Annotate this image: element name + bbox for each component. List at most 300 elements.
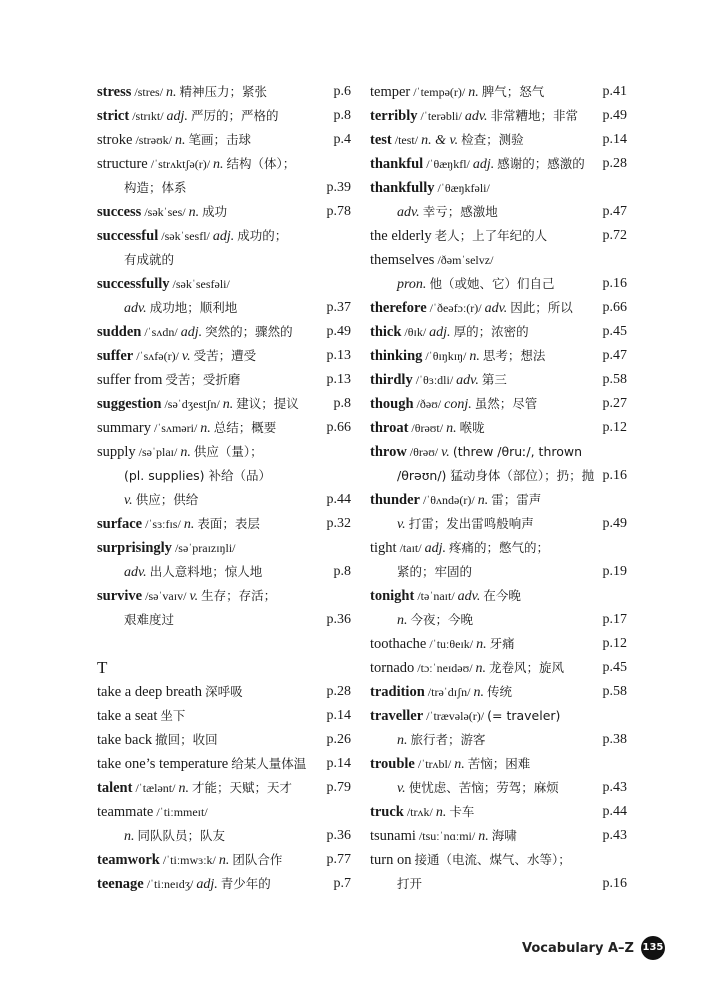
part-of-speech: adv. bbox=[456, 373, 479, 388]
part-of-speech: n. bbox=[468, 85, 479, 100]
definition: 同队队员；队友 bbox=[137, 828, 226, 843]
definition: (pl. supplies) 补给（品） bbox=[124, 468, 272, 483]
part-of-speech: adv. bbox=[124, 565, 147, 580]
vocabulary-entry bbox=[370, 224, 627, 248]
part-of-speech: adj. bbox=[166, 109, 188, 124]
page-reference: p.49 bbox=[602, 108, 627, 123]
page-reference: p.72 bbox=[602, 228, 627, 243]
definition: 团队合作 bbox=[232, 852, 283, 867]
part-of-speech: n. bbox=[397, 613, 408, 628]
page-reference: p.66 bbox=[326, 420, 351, 435]
definition: 出人意料地；惊人地 bbox=[149, 564, 263, 579]
vocabulary-entry bbox=[97, 848, 351, 872]
part-of-speech: adv. bbox=[457, 589, 481, 604]
page-reference: p.43 bbox=[602, 780, 627, 795]
headword: survive bbox=[97, 588, 143, 604]
definition: 打开 bbox=[397, 876, 423, 891]
page-reference: p.8 bbox=[333, 396, 351, 411]
headword: tonight bbox=[370, 588, 415, 604]
definition: 喉咙 bbox=[459, 420, 485, 435]
headword: thankful bbox=[370, 156, 424, 172]
entry-continuation bbox=[370, 872, 627, 896]
part-of-speech: adj. bbox=[472, 157, 495, 172]
part-of-speech: n. bbox=[183, 517, 195, 532]
page-reference: p.17 bbox=[602, 612, 627, 627]
part-of-speech: n. bbox=[454, 757, 465, 772]
headword: thankfully bbox=[370, 180, 435, 196]
vocabulary-entry bbox=[97, 104, 351, 128]
phonetic: /ˈθʌndə(r)/ bbox=[422, 493, 475, 507]
headword: success bbox=[97, 204, 142, 220]
page-reference: p.58 bbox=[602, 684, 627, 699]
part-of-speech: n. bbox=[180, 445, 191, 460]
page-reference: p.41 bbox=[602, 84, 627, 99]
page-reference: p.49 bbox=[602, 516, 627, 531]
definition: 牙痛 bbox=[489, 636, 515, 651]
phonetic: /test/ bbox=[394, 133, 419, 147]
headword: supply bbox=[97, 444, 136, 460]
headword: thirdly bbox=[370, 372, 413, 388]
vocabulary-column-right bbox=[370, 80, 627, 896]
part-of-speech: n. bbox=[475, 661, 487, 676]
vocabulary-entry bbox=[97, 512, 351, 536]
vocabulary-entry bbox=[370, 656, 627, 680]
definition: 表面；表层 bbox=[197, 516, 260, 531]
vocabulary-column-left bbox=[97, 80, 351, 896]
entry-continuation bbox=[370, 776, 627, 800]
definition: 紧的；牢固的 bbox=[397, 564, 473, 579]
headword: toothache bbox=[370, 636, 427, 652]
phonetic: /θrəʊ/ bbox=[409, 445, 439, 459]
part-of-speech: n. bbox=[446, 421, 457, 436]
vocabulary-entry bbox=[97, 320, 351, 344]
phonetic: /ˈsʌfə(r)/ bbox=[136, 349, 179, 363]
entry-continuation bbox=[97, 296, 351, 320]
headword: throw bbox=[370, 444, 407, 460]
section-letter: T bbox=[97, 658, 108, 677]
part-of-speech: v. bbox=[397, 517, 406, 532]
vocabulary-entry bbox=[370, 296, 627, 320]
definition: 才能；天赋；天才 bbox=[191, 780, 292, 795]
phonetic: /ˈtælənt/ bbox=[135, 781, 176, 795]
definition: 供应；供给 bbox=[135, 492, 199, 507]
page-reference: p.78 bbox=[326, 204, 351, 219]
page-reference: p.8 bbox=[333, 564, 351, 579]
headword: suggestion bbox=[97, 396, 162, 412]
definition: 撤回；收回 bbox=[155, 732, 218, 747]
part-of-speech: n. bbox=[200, 421, 211, 436]
part-of-speech: n. bbox=[476, 637, 487, 652]
part-of-speech: n. bbox=[175, 133, 186, 148]
headword: test bbox=[370, 132, 392, 148]
headword: teenage bbox=[97, 876, 144, 892]
headword: strict bbox=[97, 108, 130, 124]
headword: successfully bbox=[97, 276, 170, 292]
headword: suffer bbox=[97, 348, 134, 364]
phonetic: /stres/ bbox=[134, 85, 164, 99]
part-of-speech: adj. bbox=[424, 541, 446, 556]
definition: 海啸 bbox=[491, 828, 517, 843]
definition: 厚的；浓密的 bbox=[453, 324, 529, 339]
headword: terribly bbox=[370, 108, 418, 124]
headword: truck bbox=[370, 804, 404, 820]
definition: 有成就的 bbox=[124, 252, 175, 267]
page-reference: p.19 bbox=[602, 564, 627, 579]
definition: 供应（量）； bbox=[193, 444, 263, 459]
phonetic: /ˈtrævələ(r)/ bbox=[426, 709, 485, 723]
page-reference: p.16 bbox=[602, 876, 627, 891]
page-reference: p.32 bbox=[326, 516, 351, 531]
definition: 虽然；尽管 bbox=[474, 396, 538, 411]
entry-continuation bbox=[97, 176, 351, 200]
definition: 因此；所以 bbox=[510, 300, 573, 315]
part-of-speech: v. bbox=[124, 493, 133, 508]
definition: 使忧虑、苦恼；劳驾；麻烦 bbox=[408, 780, 559, 795]
definition: 构造；体系 bbox=[124, 180, 187, 195]
headword: successful bbox=[97, 228, 159, 244]
vocabulary-entry bbox=[97, 704, 351, 728]
entry-continuation bbox=[97, 824, 351, 848]
part-of-speech: adj. bbox=[196, 877, 218, 892]
page-reference: p.39 bbox=[326, 180, 351, 195]
page-reference: p.79 bbox=[326, 780, 351, 795]
entry-continuation bbox=[370, 512, 627, 536]
phonetic: /θɪk/ bbox=[404, 325, 427, 339]
definition: 深呼吸 bbox=[205, 684, 243, 699]
phonetic: /trəˈdɪʃn/ bbox=[427, 685, 471, 699]
page-reference: p.28 bbox=[326, 684, 351, 699]
page-reference: p.47 bbox=[602, 348, 627, 363]
definition: 建议；提议 bbox=[236, 396, 299, 411]
part-of-speech: n. bbox=[178, 781, 189, 796]
part-of-speech: n. bbox=[477, 493, 489, 508]
definition: 成功 bbox=[202, 204, 228, 219]
definition: 脾气；怒气 bbox=[481, 84, 545, 99]
part-of-speech: adj. bbox=[180, 325, 203, 340]
phonetic: /taɪt/ bbox=[399, 541, 422, 555]
definition: 幸亏；感激地 bbox=[422, 204, 498, 219]
headword: though bbox=[370, 396, 414, 412]
phonetic: /trʌk/ bbox=[406, 805, 433, 819]
vocabulary-entry bbox=[370, 152, 627, 176]
section-title: Vocabulary A–Z bbox=[522, 940, 634, 956]
part-of-speech: n. bbox=[166, 85, 177, 100]
page-reference: p.45 bbox=[602, 324, 627, 339]
vocabulary-entry bbox=[97, 80, 351, 104]
definition: 精神压力；紧张 bbox=[179, 84, 268, 99]
entry-continuation bbox=[370, 272, 627, 296]
headword: suffer from bbox=[97, 372, 163, 388]
phonetic: /ðəmˈselvz/ bbox=[437, 253, 494, 267]
definition: 传统 bbox=[486, 684, 512, 699]
vocabulary-entry bbox=[97, 800, 351, 824]
vocabulary-entry bbox=[97, 536, 351, 560]
definition: 非常糟地；非常 bbox=[490, 108, 579, 123]
vocabulary-entry bbox=[97, 776, 351, 800]
part-of-speech: n. bbox=[222, 397, 234, 412]
definition: 检查；测验 bbox=[461, 132, 524, 147]
headword: take a deep breath bbox=[97, 684, 203, 700]
entry-continuation bbox=[97, 560, 351, 584]
phonetic: /strɪkt/ bbox=[132, 109, 164, 123]
vocabulary-entry bbox=[370, 800, 627, 824]
headword: teammate bbox=[97, 804, 154, 820]
page-footer bbox=[522, 936, 665, 960]
phonetic: /ˈθæŋkfl/ bbox=[426, 157, 470, 171]
vocabulary-entry bbox=[370, 104, 627, 128]
vocabulary-entry bbox=[97, 416, 351, 440]
headword: summary bbox=[97, 420, 151, 436]
vocabulary-entry bbox=[370, 128, 627, 152]
spacer bbox=[97, 632, 351, 656]
entry-continuation bbox=[370, 560, 627, 584]
definition: 给某人量体温 bbox=[231, 756, 307, 771]
entry-continuation bbox=[370, 608, 627, 632]
part-of-speech: adv. bbox=[124, 301, 147, 316]
page-reference: p.14 bbox=[602, 132, 627, 147]
definition: 接通（电流、煤气、水等）； bbox=[414, 852, 571, 867]
vocabulary-entry bbox=[370, 752, 627, 776]
vocabulary-entry bbox=[97, 344, 351, 368]
page-reference: p.12 bbox=[602, 636, 627, 651]
definition: 打雷；发出雷鸣般响声 bbox=[408, 516, 534, 531]
phonetic: /səkˈses/ bbox=[144, 205, 186, 219]
phonetic: /ˈstrʌktʃə(r)/ bbox=[150, 157, 211, 171]
headword: temper bbox=[370, 84, 411, 100]
vocabulary-entry bbox=[370, 848, 627, 872]
page-reference: p.37 bbox=[326, 300, 351, 315]
definition: 在今晚 bbox=[483, 588, 521, 603]
vocabulary-entry bbox=[97, 200, 351, 224]
definition: 受苦；受折磨 bbox=[165, 372, 241, 387]
part-of-speech: n. bbox=[218, 853, 230, 868]
definition: 雷；雷声 bbox=[491, 492, 542, 507]
headword: trouble bbox=[370, 756, 415, 772]
vocabulary-entry bbox=[370, 824, 627, 848]
page-reference: p.12 bbox=[602, 420, 627, 435]
entry-continuation bbox=[97, 464, 351, 488]
headword: thunder bbox=[370, 492, 420, 508]
page-reference: p.16 bbox=[602, 468, 627, 483]
page-reference: p.26 bbox=[326, 732, 351, 747]
headword: stress bbox=[97, 84, 132, 100]
headword: turn on bbox=[370, 852, 412, 868]
vocabulary-entry bbox=[370, 176, 627, 200]
phonetic: /ˈθɪŋkɪŋ/ bbox=[425, 349, 467, 363]
page-number-badge: 135 bbox=[641, 936, 665, 960]
page-reference: p.8 bbox=[333, 108, 351, 123]
definition: 今夜；今晚 bbox=[410, 612, 474, 627]
headword: tsunami bbox=[370, 828, 416, 844]
headword: therefore bbox=[370, 300, 427, 316]
definition: 结构（体）； bbox=[226, 156, 296, 171]
phonetic: /ˈtuːθeɪk/ bbox=[429, 637, 474, 651]
headword: tornado bbox=[370, 660, 415, 676]
phonetic: /səkˈsesfəli/ bbox=[172, 277, 230, 291]
definition: 笔画；击球 bbox=[188, 132, 252, 147]
vocabulary-entry bbox=[370, 440, 627, 464]
definition: 思考；想法 bbox=[482, 348, 546, 363]
phonetic: /ˈterəbli/ bbox=[420, 109, 462, 123]
phonetic: /ˈtrʌbl/ bbox=[417, 757, 452, 771]
page-reference: p.38 bbox=[602, 732, 627, 747]
headword: take one’s temperature bbox=[97, 756, 229, 772]
part-of-speech: n. bbox=[478, 829, 489, 844]
phonetic: /θrəʊt/ bbox=[411, 421, 444, 435]
entry-continuation bbox=[97, 248, 351, 272]
phonetic: /tɔːˈneɪdəʊ/ bbox=[417, 661, 473, 675]
entry-continuation bbox=[97, 608, 351, 632]
vocabulary-entry bbox=[97, 152, 351, 176]
entry-continuation bbox=[97, 488, 351, 512]
part-of-speech: n. bbox=[435, 805, 447, 820]
part-of-speech: adj. bbox=[429, 325, 451, 340]
headword: tight bbox=[370, 540, 397, 556]
part-of-speech: v. bbox=[397, 781, 406, 796]
definition: (= traveler) bbox=[487, 708, 561, 723]
vocabulary-entry bbox=[97, 584, 351, 608]
vocabulary-entry bbox=[370, 584, 627, 608]
page-reference: p.13 bbox=[326, 348, 351, 363]
phonetic: /ðəʊ/ bbox=[416, 397, 442, 411]
headword: take a seat bbox=[97, 708, 158, 724]
page-reference: p.49 bbox=[326, 324, 351, 339]
part-of-speech: v. bbox=[441, 445, 450, 460]
vocabulary-entry bbox=[370, 320, 627, 344]
definition: /θrəʊn/) 猛动身体（部位）；扔；抛 bbox=[397, 468, 595, 483]
phonetic: /səkˈsesfl/ bbox=[161, 229, 210, 243]
headword: the elderly bbox=[370, 228, 432, 244]
vocabulary-entry bbox=[97, 728, 351, 752]
part-of-speech: n. & v. bbox=[421, 133, 459, 148]
definition: 老人；上了年纪的人 bbox=[434, 228, 548, 243]
phonetic: /səˈpraɪzɪŋli/ bbox=[174, 541, 236, 555]
vocabulary-entry bbox=[370, 680, 627, 704]
page-reference: p.77 bbox=[326, 852, 351, 867]
headword: thinking bbox=[370, 348, 423, 364]
headword: surface bbox=[97, 516, 143, 532]
vocabulary-entry bbox=[97, 272, 351, 296]
entry-continuation bbox=[370, 200, 627, 224]
headword: tradition bbox=[370, 684, 425, 700]
phonetic: /təˈnaɪt/ bbox=[417, 589, 455, 603]
definition: 受苦；遭受 bbox=[193, 348, 257, 363]
vocabulary-entry bbox=[97, 440, 351, 464]
page-reference: p.44 bbox=[326, 492, 351, 507]
phonetic: /ˈθæŋkfəli/ bbox=[437, 181, 490, 195]
definition: 第三 bbox=[481, 372, 507, 387]
vocabulary-entry bbox=[370, 248, 627, 272]
page-reference: p.58 bbox=[602, 372, 627, 387]
definition: 生存；存活； bbox=[201, 588, 277, 603]
page-reference: p.14 bbox=[326, 708, 351, 723]
phonetic: /səˈplaɪ/ bbox=[138, 445, 178, 459]
definition: 坐下 bbox=[160, 708, 186, 723]
phonetic: /strəʊk/ bbox=[135, 133, 173, 147]
phonetic: /səˈvaɪv/ bbox=[145, 589, 187, 603]
part-of-speech: n. bbox=[473, 685, 484, 700]
entry-continuation bbox=[370, 728, 627, 752]
vocabulary-entry bbox=[370, 536, 627, 560]
phonetic: /səˈdʒestʃn/ bbox=[164, 397, 220, 411]
phonetic: /ˈtiːmwɜːk/ bbox=[162, 853, 216, 867]
vocabulary-entry bbox=[97, 128, 351, 152]
part-of-speech: adj. bbox=[212, 229, 235, 244]
page-reference: p.36 bbox=[326, 828, 351, 843]
definition: 旅行者；游客 bbox=[410, 732, 486, 747]
headword: sudden bbox=[97, 324, 142, 340]
phonetic: /ˈsʌməri/ bbox=[153, 421, 198, 435]
phonetic: /ˈtiːmmeɪt/ bbox=[156, 805, 208, 819]
page-reference: p.36 bbox=[326, 612, 351, 627]
definition: 严厉的；严格的 bbox=[190, 108, 279, 123]
phonetic: /ˈtempə(r)/ bbox=[413, 85, 466, 99]
vocabulary-entry bbox=[370, 704, 627, 728]
part-of-speech: n. bbox=[397, 733, 408, 748]
definition: 疼痛的；憋气的； bbox=[448, 540, 549, 555]
page-reference: p.6 bbox=[333, 84, 351, 99]
definition: 他（或她、它）们自己 bbox=[429, 276, 555, 291]
definition: 苦恼；困难 bbox=[467, 756, 531, 771]
definition: 卡车 bbox=[449, 804, 475, 819]
phonetic: /ˈðeəfɔː(r)/ bbox=[429, 301, 482, 315]
page-reference: p.47 bbox=[602, 204, 627, 219]
headword: themselves bbox=[370, 252, 435, 268]
definition: 突然的；骤然的 bbox=[205, 324, 293, 339]
headword: thick bbox=[370, 324, 402, 340]
part-of-speech: v. bbox=[189, 589, 199, 604]
headword: traveller bbox=[370, 708, 424, 724]
definition: (threw /θruː/, thrown bbox=[452, 444, 583, 459]
page-reference: p.28 bbox=[602, 156, 627, 171]
part-of-speech: adv. bbox=[464, 109, 488, 124]
vocabulary-entry bbox=[370, 416, 627, 440]
vocabulary-entry bbox=[97, 680, 351, 704]
part-of-speech: v. bbox=[181, 349, 191, 364]
part-of-speech: n. bbox=[124, 829, 135, 844]
vocabulary-entry bbox=[370, 488, 627, 512]
definition: 成功的； bbox=[237, 228, 288, 243]
part-of-speech: n. bbox=[213, 157, 224, 172]
part-of-speech: n. bbox=[469, 349, 480, 364]
page-reference: p.14 bbox=[326, 756, 351, 771]
entry-continuation bbox=[370, 464, 627, 488]
page-reference: p.7 bbox=[333, 876, 351, 891]
page-reference: p.45 bbox=[602, 660, 627, 675]
vocabulary-entry bbox=[97, 752, 351, 776]
definition: 青少年的 bbox=[220, 876, 271, 891]
headword: surprisingly bbox=[97, 540, 172, 556]
page-reference: p.44 bbox=[602, 804, 627, 819]
page-reference: p.13 bbox=[326, 372, 351, 387]
part-of-speech: adv. bbox=[397, 205, 420, 220]
vocabulary-entry bbox=[370, 632, 627, 656]
definition: 艰难度过 bbox=[124, 612, 175, 627]
phonetic: /ˈsʌdn/ bbox=[144, 325, 178, 339]
page-reference: p.27 bbox=[602, 396, 627, 411]
vocabulary-entry bbox=[97, 392, 351, 416]
phonetic: /ˈsɜːfɪs/ bbox=[145, 517, 181, 531]
vocabulary-entry bbox=[370, 344, 627, 368]
definition: 总结；概要 bbox=[213, 420, 277, 435]
headword: throat bbox=[370, 420, 409, 436]
phonetic: /ˈθɜːdli/ bbox=[415, 373, 454, 387]
phonetic: /ˈtiːneɪdʒ/ bbox=[146, 877, 194, 891]
page-reference: p.16 bbox=[602, 276, 627, 291]
headword: stroke bbox=[97, 132, 133, 148]
part-of-speech: pron. bbox=[397, 277, 427, 292]
vocabulary-entry bbox=[370, 80, 627, 104]
